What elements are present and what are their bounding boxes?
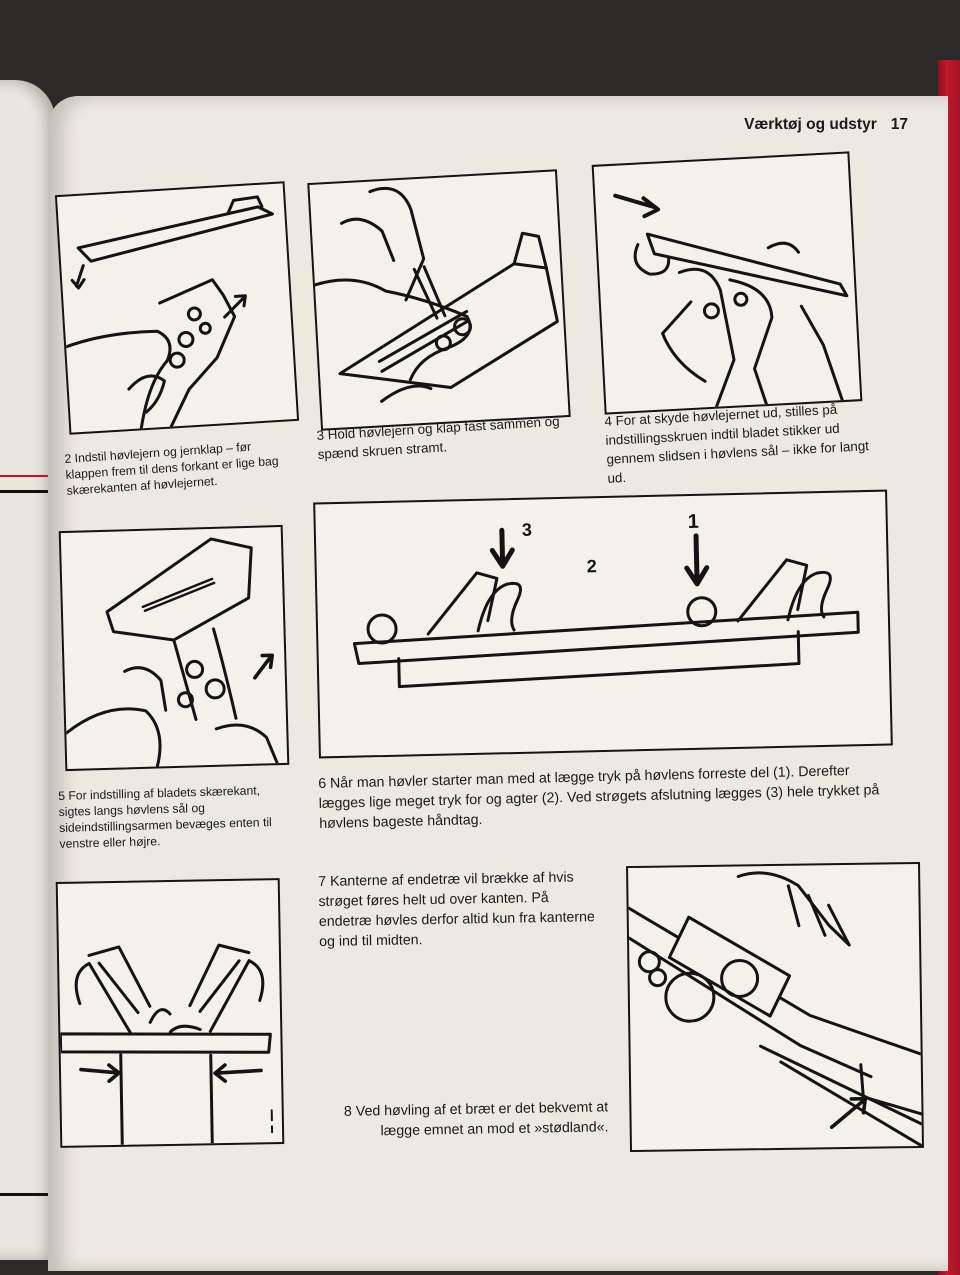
figure-2-illustration [55,181,299,435]
figure-6-caption: 6 Når man høvler starter man med at lægge tryk på høvlens forreste del (1). Derefter lægges lige meget tryk for og agter (2). Ved strøgets afslutning lægges (3) hele trykket på høvlens bageste håndtag. [318,763,880,832]
figure-7-illustration [56,878,285,1148]
figure-5-caption: 5 For indstilling af bladets skærekant, sigtes langs høvlens sål og sideindstillingsarmen bevæges enten til venstre eller højre. [58,783,272,851]
figure-8-caption: 8 Ved høvling af et bræt er det bekvemt at lægge emnet an mod et »stødland«. [343,1099,609,1140]
figure-5-illustration [59,525,290,771]
figure-6-label-3: 3 [521,519,533,540]
page-header [648,116,908,134]
left-page-frame [0,490,53,1196]
figure-4-illustration [592,151,863,414]
left-page-red-rule [0,475,55,477]
figure-8-illustration [626,862,924,1152]
section-title: Værktøj og udstyr [744,116,877,133]
left-page-edge [0,80,55,1260]
figure-3-illustration [307,169,570,431]
figure-6-label-1: 1 [687,510,700,534]
figure-7-caption: 7 Kanterne af endetræ vil brække af hvis strøget føres helt ud over kanten. På endetræ høvles derfor altid kun fra kanterne og ind til midten. [318,869,595,950]
figure-4-caption: 4 For at skyde høvlejernet ud, stilles på indstillingsskruen indtil bladet stikker ud gennem slidsen i høvlens sål – ikke for langt ud. [604,401,870,486]
figure-3-caption: 3 Hold høvlejern og klap fast sammen og spænd skruen stramt. [316,413,560,462]
figure-2-caption: 2 Indstil høvlejern og jernklap – før klappen frem til dens forkant er lige bag skærekanten af høvlejernet. [64,439,279,498]
book-page [48,96,948,1271]
page-number: 17 [890,116,908,133]
figure-6-label-2: 2 [586,556,597,577]
figure-6-illustration [313,490,893,759]
